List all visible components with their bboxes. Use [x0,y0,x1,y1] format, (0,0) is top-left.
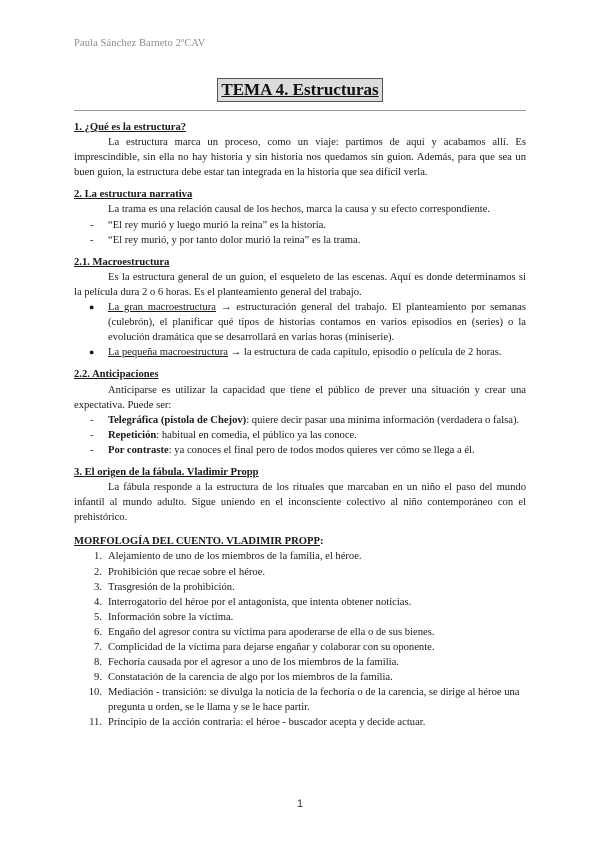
header-author: Paula Sánchez Barneto 2ºCAV [74,38,206,49]
section-paragraph: La estructura marca un proceso, como un viaje: partimos de aquí y acabamos allí. Es imprescindible, sin ella no hay historia y sin historia nos quedamos sin guion. Además, para que sea un buen guion, la estructura debe estar tan integrada en la historia que sea difícil verla. [74,137,526,179]
list-item: 1. Alejamiento de uno de los miembros de la familia, el héroe. [94,551,362,563]
section-paragraph: La fábula responde a la estructura de los rituales que marcaban en un niño el paso del mundo infantil al mundo adulto. Sigue uniendo en el inconsciente colectivo al niño contemporáneo con el prehistórico. [74,482,526,524]
list-item: 8. Fechoría causada por el agresor a uno de los miembros de la familia. [94,657,399,669]
list-item: 4. Interrogatorio del héroe por el antagonista, que intenta obtener noticias. [94,596,412,608]
section-heading: 3. El origen de la fábula. Vladimir Propp [74,466,259,478]
list-item: ● La gran macroestructura → estructuración general del trabajo. El planteamiento por semanas (culebrón), el planificar qué tipos de historias contamos en varios episodios en (series) o la evolución dramática que se desarrollará en varias horas (miniserie). [89,302,526,344]
morphology-heading: MORFOLOGÍA DEL CUENTO. VLADIMIR PROPP: [74,536,324,548]
list-item: - Repetición: habitual en comedia, el público ya las conoce. [90,429,357,441]
list-item: 10. Mediación - transición: se divulga la noticia de la fechoría o de la carencia, se dirige al héroe una pregunta u orden, se le llama y se le hace partir. [88,687,520,714]
horizontal-rule [74,110,526,111]
list-item: 2. Prohibición que recae sobre el héroe. [94,566,266,578]
section-heading: 1. ¿Qué es la estructura? [74,122,187,133]
list-item: 9. Constatación de la carencia de algo por los miembros de la familia. [94,672,393,684]
list-item: 7. Complicidad de la víctima para dejarse engañar y colaborar con su oponente. [94,642,435,653]
page-title: TEMA 4. Estructuras [217,78,382,102]
numbered-list [74,549,526,730]
section-paragraph: Anticiparse es utilizar la capacidad que tiene el público de prever una situación y crear una expectativa. Puede ser: [74,384,526,411]
list-item: 11. Principio de la acción contraria: el héroe - buscador acepta y decide actuar. [89,717,426,729]
list-item: - “El rey murió y luego murió la reina” es la historia. [90,219,326,231]
list-item: ● La pequeña macroestructura → la estructura de cada capítulo, episodio o película de 2 horas. [74,345,526,360]
list-item: 3. Trasgresión de la prohibición. [94,581,235,593]
page-number: 1 [296,798,304,810]
list-item: 5. Información sobre la víctima. [94,611,234,623]
bullet-list [74,300,526,360]
list-item: - “El rey murió, y por tanto dolor murió la reina” es la trama. [90,234,361,246]
document-body [74,120,526,731]
section-heading: 2. La estructura narrativa [74,189,193,201]
bullet-icon: ● [89,347,95,358]
dash-list [74,218,526,248]
list-item: - Por contraste: ya conoces el final pero de todos modos quieres ver cómo se llega a él. [90,444,475,456]
section-paragraph: La trama es una relación causal de los hechos, marca la causa y su efecto correspondiente. [108,204,491,216]
section-heading: 2.1. Macroestructura [74,256,170,268]
dash-list [74,413,526,458]
title-wrap [0,78,600,102]
bullet-icon: ● [89,302,95,313]
list-item: 6. Engaño del agresor contra su víctima para apoderarse de ella o de sus bienes. [94,626,435,638]
section-paragraph: Es la estructura general de un guion, el esqueleto de las escenas. Aquí es donde determinamos si la película dura 2 o 6 horas. Es el planteamiento general del trabajo. [74,271,526,298]
section-heading: 2.2. Anticipaciones [74,369,159,381]
list-item: - Telegráfica (pistola de Chejov): quiere decir pasar una mínima información (verdadera o falsa). [90,414,520,426]
